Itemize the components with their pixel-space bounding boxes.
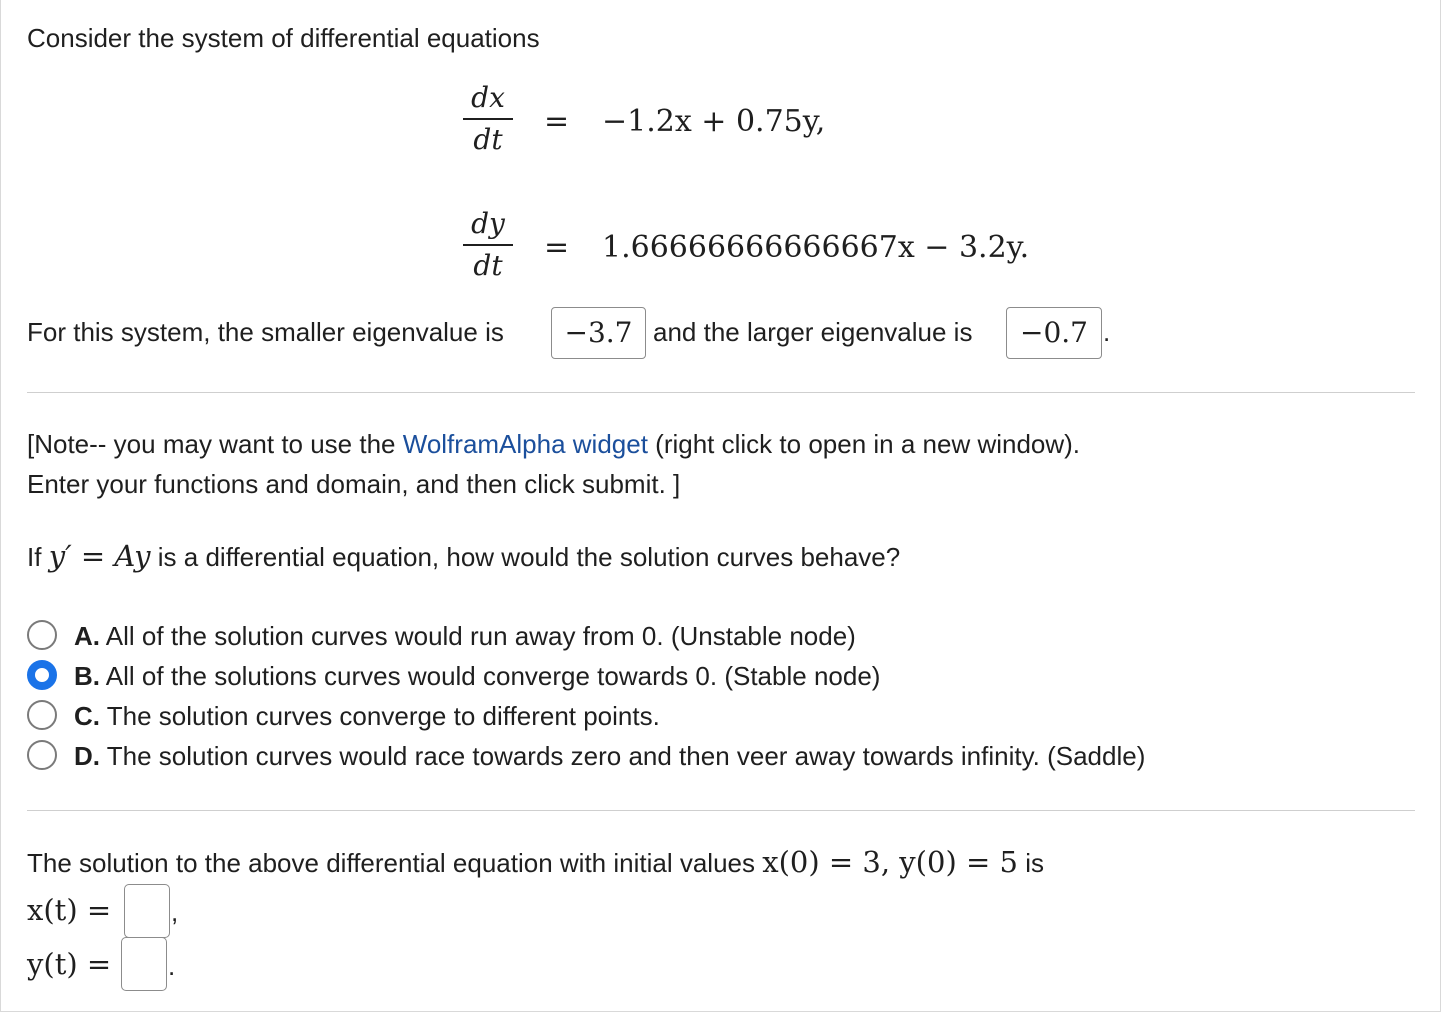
option-d-label[interactable]	[74, 740, 1145, 772]
smaller-eigenvalue-input[interactable]: −3.7	[551, 307, 646, 359]
y-of-t-input[interactable]	[121, 937, 167, 991]
note-prefix: [Note-- you may want to use the	[27, 429, 396, 459]
equation-1-rhs: −1.2x + 0.75y,	[602, 104, 826, 139]
question-math: y′ = Ay	[48, 539, 151, 573]
option-letter: B.	[74, 661, 100, 691]
initial-values: x(0) = 3, y(0) = 5	[762, 845, 1018, 879]
section-divider	[27, 392, 1415, 393]
x-of-t-label: x(t) =	[27, 893, 112, 927]
fraction-denominator: dt	[473, 123, 503, 156]
option-text: The solution curves would race towards zero and then veer away towards infinity. (Saddle)	[106, 741, 1146, 771]
fraction-bar	[463, 118, 513, 120]
fraction-dx-dt	[463, 80, 513, 158]
question-text	[27, 540, 900, 573]
fraction-denominator: dt	[473, 249, 503, 282]
question-prefix: If	[27, 542, 42, 572]
solution-suffix: is	[1025, 848, 1044, 878]
option-letter: C.	[74, 701, 100, 731]
option-text: All of the solutions curves would converge towards 0. (Stable node)	[105, 661, 881, 691]
fraction-numerator: dx	[471, 81, 505, 114]
option-letter: A.	[74, 621, 100, 651]
option-d-radio[interactable]	[27, 740, 57, 770]
solution-prefix: The solution to the above differential equation with initial values	[27, 848, 755, 878]
note-line-2: Enter your functions and domain, and then click submit. ]	[27, 469, 681, 499]
option-text: The solution curves converge to different points.	[106, 701, 660, 731]
equals-sign: =	[544, 104, 570, 139]
option-c-label[interactable]	[74, 700, 660, 732]
option-b-label[interactable]	[74, 660, 880, 692]
equals-sign: =	[544, 230, 570, 265]
solution-text	[27, 846, 1044, 879]
option-letter: D.	[74, 741, 100, 771]
fraction-numerator: dy	[471, 207, 505, 240]
equation-2-rhs: 1.66666666666667x − 3.2y.	[602, 230, 1030, 265]
option-b-radio[interactable]	[27, 660, 57, 690]
wolframalpha-widget-link[interactable]: WolframAlpha widget	[402, 429, 648, 459]
option-a-label[interactable]	[74, 620, 856, 652]
option-a-radio[interactable]	[27, 620, 57, 650]
y-of-t-label: y(t) =	[27, 947, 112, 981]
fraction-dy-dt	[463, 206, 513, 284]
note-suffix: (right click to open in a new window).	[655, 429, 1081, 459]
x-punct: ,	[171, 897, 179, 927]
eigen-prefix: For this system, the smaller eigenvalue is	[27, 317, 504, 347]
question-suffix: is a differential equation, how would the solution curves behave?	[157, 542, 901, 572]
section-divider	[27, 810, 1415, 811]
x-of-t-input[interactable]	[124, 884, 170, 938]
y-punct: .	[168, 951, 176, 981]
eigen-middle: and the larger eigenvalue is	[653, 317, 973, 347]
larger-eigenvalue-input[interactable]: −0.7	[1006, 307, 1102, 359]
fraction-bar	[463, 244, 513, 246]
option-c-radio[interactable]	[27, 700, 57, 730]
note-line-1	[27, 428, 1080, 460]
intro-text: Consider the system of differential equations	[27, 23, 540, 53]
eigen-suffix: .	[1103, 317, 1111, 347]
option-text: All of the solution curves would run away from 0. (Unstable node)	[105, 621, 856, 651]
